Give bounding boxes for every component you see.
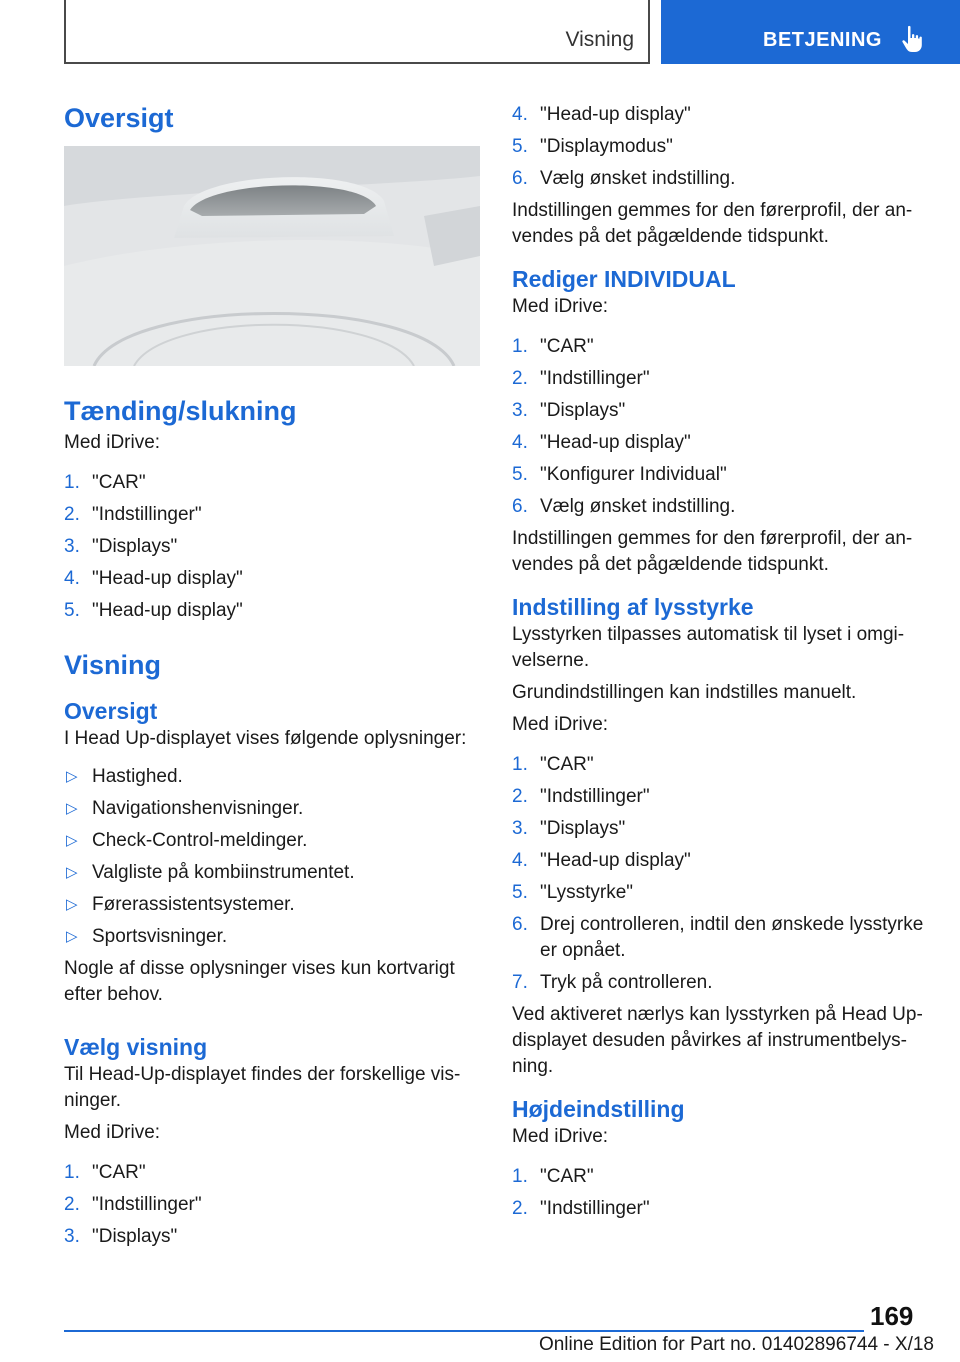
list-item: 3. "Displays" [512, 818, 626, 839]
idrive-label: Med iDrive: [64, 432, 161, 453]
idrive-label: Med iDrive: [64, 1122, 161, 1143]
header-section-label: Visning [565, 28, 634, 51]
list-item: 4. "Head-up display" [512, 432, 691, 453]
numbered-list [512, 334, 932, 520]
list-item: 2. "Indstillinger" [512, 786, 650, 807]
list-item: 3. "Displays" [64, 536, 178, 557]
list-item: 4. "Head-up display" [512, 850, 691, 871]
list-item: ▷ Sportsvisninger. [64, 924, 480, 950]
list-item: ▷ Hastighed. [64, 764, 480, 790]
saved-profile-text: Indstillingen gemmes for den førerprofil, der anvendes på det pågældende tidspunkt. [512, 200, 913, 247]
list-item: 1. "CAR" [64, 1162, 146, 1183]
idrive-label: Med iDrive: [512, 1126, 609, 1147]
list-item: 6. Vælg ønsket indstilling. [512, 168, 736, 189]
header-section-box [64, 0, 650, 64]
numbered-list [512, 102, 932, 192]
numbered-list [64, 1160, 480, 1250]
list-item: 2. "Indstillinger" [64, 504, 202, 525]
page-number: 169 [870, 1301, 914, 1331]
triangle-bullet-icon: ▷ [66, 864, 78, 881]
pointing-hand-icon [897, 24, 927, 54]
heading-taending-slukning: Tænding/slukning [64, 396, 297, 426]
triangle-bullet-icon: ▷ [66, 768, 78, 785]
heading-vaelg-visning: Vælg visning [64, 1034, 208, 1060]
numbered-list [64, 470, 480, 624]
triangle-bullet-icon: ▷ [66, 800, 78, 817]
lys-text-3: Ved aktiveret nærlys kan lysstyrken på Head Up-displayet desuden påvirkes af instrumentbelysning. [512, 1004, 923, 1077]
heading-oversigt: Oversigt [64, 698, 158, 724]
intro-text: I Head Up-displayet vises følgende oplysninger: [64, 728, 467, 749]
list-item: 4. "Head-up display" [512, 104, 691, 125]
triangle-bullet-icon: ▷ [66, 896, 78, 913]
lys-text-2: Grundindstillingen kan indstilles manuelt. [512, 682, 857, 703]
heading-hoejdeindstilling: Højdeindstilling [512, 1096, 685, 1122]
idrive-label: Med iDrive: [512, 296, 609, 317]
header-chapter-label: BETJENING [763, 29, 882, 51]
right-column [512, 102, 932, 1228]
list-item: 2. "Indstillinger" [64, 1194, 202, 1215]
bullet-list [64, 764, 480, 950]
list-item: 6. Vælg ønsket indstilling. [512, 496, 736, 517]
list-item: 3. "Displays" [512, 400, 626, 421]
saved-profile-text: Indstillingen gemmes for den førerprofil, der anvendes på det pågældende tidspunkt. [512, 528, 913, 575]
list-item: 2. "Indstillinger" [512, 1198, 650, 1219]
list-item: 5. "Konfigurer Individual" [512, 464, 727, 485]
heading-visning: Visning [64, 650, 162, 680]
note-text: Nogle af disse oplysninger vises kun kortvarigt efter behov. [64, 958, 455, 1005]
list-item: 3. "Displays" [64, 1226, 178, 1247]
triangle-bullet-icon: ▷ [66, 928, 78, 945]
head-up-display-photo [64, 146, 480, 366]
heading-rediger-individual: Rediger INDIVIDUAL [512, 266, 736, 292]
list-item: 1. "CAR" [64, 472, 146, 493]
list-item: 1. "CAR" [512, 754, 594, 775]
list-item: 1. "CAR" [512, 336, 594, 357]
triangle-bullet-icon: ▷ [66, 832, 78, 849]
list-item: 4. "Head-up display" [64, 568, 243, 589]
list-item: 5. "Displaymodus" [512, 136, 673, 157]
list-item: ▷ Førerassistentsystemer. [64, 892, 480, 918]
idrive-label: Med iDrive: [512, 714, 609, 735]
list-item: 6. Drej controlleren, indtil den ønskede lysstyrke er opnået. [512, 914, 924, 961]
list-item: 7. Tryk på controlleren. [512, 972, 713, 993]
page-title: Oversigt [64, 103, 174, 133]
list-item: 5. "Head-up display" [64, 600, 243, 621]
lys-text-1: Lysstyrken tilpasses automatisk til lyset i omgivelserne. [512, 624, 905, 671]
list-item: ▷ Check-Control-meldinger. [64, 828, 480, 854]
list-item: ▷ Navigationshenvisninger. [64, 796, 480, 822]
numbered-list [512, 752, 932, 996]
list-item: 5. "Lysstyrke" [512, 882, 634, 903]
header-chapter-tab [661, 0, 960, 64]
heading-indstilling-lysstyrke: Indstilling af lysstyrke [512, 594, 754, 620]
list-item: 1. "CAR" [512, 1166, 594, 1187]
vaelg-text: Til Head-Up-displayet findes der forskellige visninger. [64, 1064, 461, 1111]
numbered-list [512, 1164, 932, 1222]
footer-divider [64, 1330, 864, 1332]
left-column [64, 100, 480, 1256]
list-item: 2. "Indstillinger" [512, 368, 650, 389]
footer-edition: Online Edition for Part no. 01402896744 - X/18 [538, 1334, 934, 1355]
list-item: ▷ Valgliste på kombiinstrumentet. [64, 860, 480, 886]
